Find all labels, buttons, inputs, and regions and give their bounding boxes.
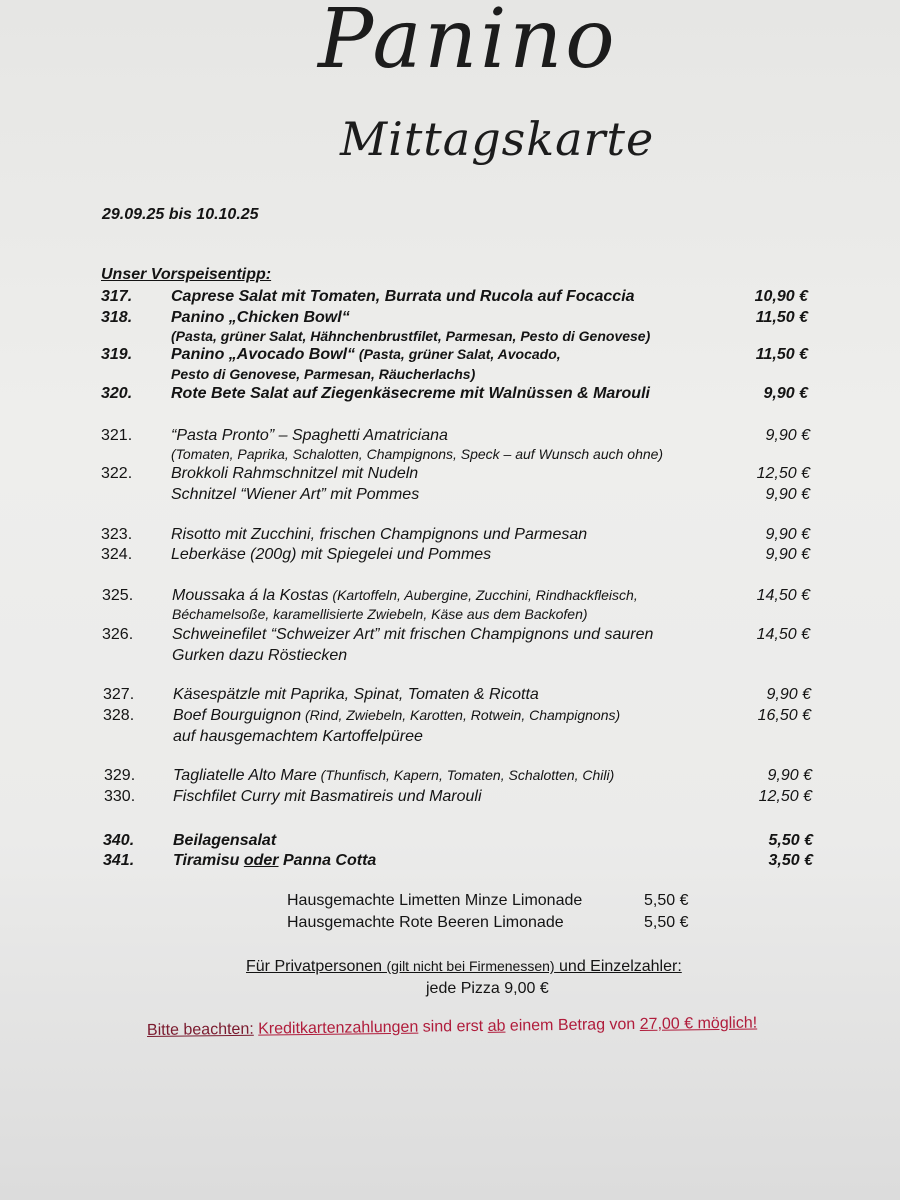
- item-price: 9,90 €: [765, 526, 810, 543]
- item-price: 12,50 €: [758, 788, 812, 805]
- item-name: Käsespätzle mit Paprika, Spinat, Tomaten & Ricotta: [173, 686, 539, 703]
- item-name: Beilagensalat: [173, 832, 277, 849]
- private-notice-text: Für Privatpersonen: [246, 958, 387, 975]
- drink-price: 5,50 €: [644, 914, 689, 931]
- menu-subtitle: Mittagskarte: [340, 112, 655, 166]
- item-number: 327.: [103, 686, 135, 703]
- notice-text: sind erst: [418, 1017, 488, 1036]
- item-name: Risotto mit Zucchini, frischen Champignons und Parmesan: [171, 526, 588, 543]
- menu-item: [0, 686, 900, 706]
- restaurant-title: Panino: [318, 0, 618, 87]
- item-price: 11,50 €: [755, 346, 808, 363]
- menu-item: [0, 427, 900, 447]
- item-number: 322.: [101, 465, 133, 482]
- menu-item: [0, 767, 900, 787]
- item-price: 10,90 €: [754, 288, 808, 305]
- item-number: 323.: [101, 526, 133, 543]
- item-detail: (Pasta, grüner Salat, Hähnchenbrustfilet, Parmesan, Pesto di Genovese): [171, 328, 651, 344]
- item-price: 11,50 €: [755, 309, 808, 326]
- item-number: 317.: [101, 288, 133, 305]
- private-notice: [246, 958, 682, 976]
- item-name: Boef Bourguignon: [173, 707, 302, 724]
- pizza-offer: jede Pizza 9,00 €: [426, 980, 549, 997]
- item-name: Rote Bete Salat auf Ziegenkäsecreme mit Walnüssen & Marouli: [171, 385, 650, 402]
- item-price: 9,90 €: [767, 767, 812, 784]
- item-number: 319.: [101, 346, 133, 363]
- private-notice-note: (gilt nicht bei Firmenessen): [386, 958, 555, 974]
- item-detail: Gurken dazu Röstiecken: [172, 647, 348, 664]
- item-number: 330.: [104, 788, 136, 805]
- item-name: Panino „Avocado Bowl“: [171, 346, 356, 363]
- item-name: Brokkoli Rahmschnitzel mit Nudeln: [171, 465, 419, 482]
- item-price: 9,90 €: [765, 546, 810, 563]
- item-detail-inline: (Pasta, grüner Salat, Avocado,: [355, 346, 561, 362]
- menu-item: [0, 526, 900, 546]
- menu-item: [0, 465, 900, 485]
- item-price: 9,90 €: [766, 686, 811, 703]
- item-name: Leberkäse (200g) mit Spiegelei und Pommes: [171, 546, 492, 563]
- notice-text: einem Betrag von: [505, 1015, 640, 1035]
- item-name-line: [172, 587, 638, 605]
- private-notice-text: und Einzelzahler:: [554, 958, 682, 975]
- item-price: 5,50 €: [768, 832, 813, 849]
- item-detail-inline: (Thunfisch, Kapern, Tomaten, Schalotten, Chili): [316, 767, 615, 783]
- item-detail-inline: (Rind, Zwiebeln, Karotten, Rotwein, Champignons): [301, 707, 621, 723]
- item-detail-inline: (Kartoffeln, Aubergine, Zucchini, Rindhackfleisch,: [328, 587, 638, 603]
- item-name: Fischfilet Curry mit Basmatireis und Marouli: [173, 788, 482, 805]
- item-number: 329.: [104, 767, 136, 784]
- starter-tip-heading: Unser Vorspeisentipp:: [101, 266, 272, 283]
- menu-item: [0, 309, 900, 329]
- item-name: Schweinefilet “Schweizer Art” mit frischen Champignons und sauren: [172, 626, 654, 643]
- item-name: Schnitzel “Wiener Art” mit Pommes: [171, 486, 420, 503]
- payment-notice: [147, 1015, 757, 1040]
- item-number: 325.: [102, 587, 134, 604]
- item-number: 318.: [101, 309, 133, 326]
- item-price: 14,50 €: [756, 587, 810, 604]
- item-detail: Béchamelsoße, karamellisierte Zwiebeln, Käse aus dem Backofen): [172, 606, 588, 622]
- menu-item: [0, 707, 900, 727]
- notice-highlight: 27,00 € möglich!: [639, 1014, 758, 1033]
- item-price: 9,90 €: [763, 385, 808, 402]
- item-name: Tagliatelle Alto Mare: [173, 767, 317, 784]
- item-price: 9,90 €: [765, 486, 810, 503]
- menu-item: [0, 346, 900, 366]
- drink-price: 5,50 €: [644, 892, 689, 909]
- item-name: Panna Cotta: [278, 852, 377, 869]
- drink-name: Hausgemachte Limetten Minze Limonade: [287, 892, 583, 909]
- item-price: 14,50 €: [756, 626, 810, 643]
- menu-item: [0, 486, 900, 506]
- menu-item: [0, 852, 900, 872]
- item-price: 9,90 €: [765, 427, 810, 444]
- item-price: 3,50 €: [768, 852, 813, 869]
- item-number: 324.: [101, 546, 133, 563]
- notice-label: Bitte beachten:: [146, 1020, 254, 1039]
- item-name: Panino „Chicken Bowl“: [171, 309, 350, 326]
- item-detail: (Tomaten, Paprika, Schalotten, Champignons, Speck – auf Wunsch auch ohne): [171, 446, 664, 462]
- notice-highlight: ab: [487, 1017, 506, 1035]
- menu-item: [0, 546, 900, 566]
- item-detail: Pesto di Genovese, Parmesan, Räucherlachs): [171, 366, 476, 382]
- item-name-line: [173, 767, 614, 785]
- item-name: Caprese Salat mit Tomaten, Burrata und Rucola auf Focaccia: [171, 288, 635, 305]
- item-number: 340.: [103, 832, 135, 849]
- item-number: 320.: [101, 385, 133, 402]
- menu-item: [0, 385, 900, 405]
- item-price: 16,50 €: [757, 707, 811, 724]
- item-name-line: [173, 852, 376, 870]
- item-name-or: oder: [243, 852, 279, 869]
- item-price: 12,50 €: [756, 465, 810, 482]
- item-number: 328.: [103, 707, 135, 724]
- drink-name: Hausgemachte Rote Beeren Limonade: [287, 914, 564, 931]
- menu-item: [0, 788, 900, 808]
- menu-item: [0, 832, 900, 852]
- menu-item: [0, 288, 900, 308]
- item-number: 326.: [102, 626, 134, 643]
- notice-highlight: Kreditkartenzahlungen: [258, 1018, 419, 1038]
- item-name-line: [171, 346, 561, 364]
- date-range: 29.09.25 bis 10.10.25: [102, 206, 259, 223]
- item-name: Moussaka á la Kostas: [172, 587, 329, 604]
- item-name: Tiramisu: [173, 852, 244, 869]
- menu-item: [0, 626, 900, 646]
- item-detail: auf hausgemachtem Kartoffelpüree: [173, 728, 423, 745]
- item-number: 341.: [103, 852, 135, 869]
- item-number: 321.: [101, 427, 133, 444]
- item-name: “Pasta Pronto” – Spaghetti Amatriciana: [171, 427, 448, 444]
- menu-item: [0, 587, 900, 607]
- item-name-line: [173, 707, 620, 725]
